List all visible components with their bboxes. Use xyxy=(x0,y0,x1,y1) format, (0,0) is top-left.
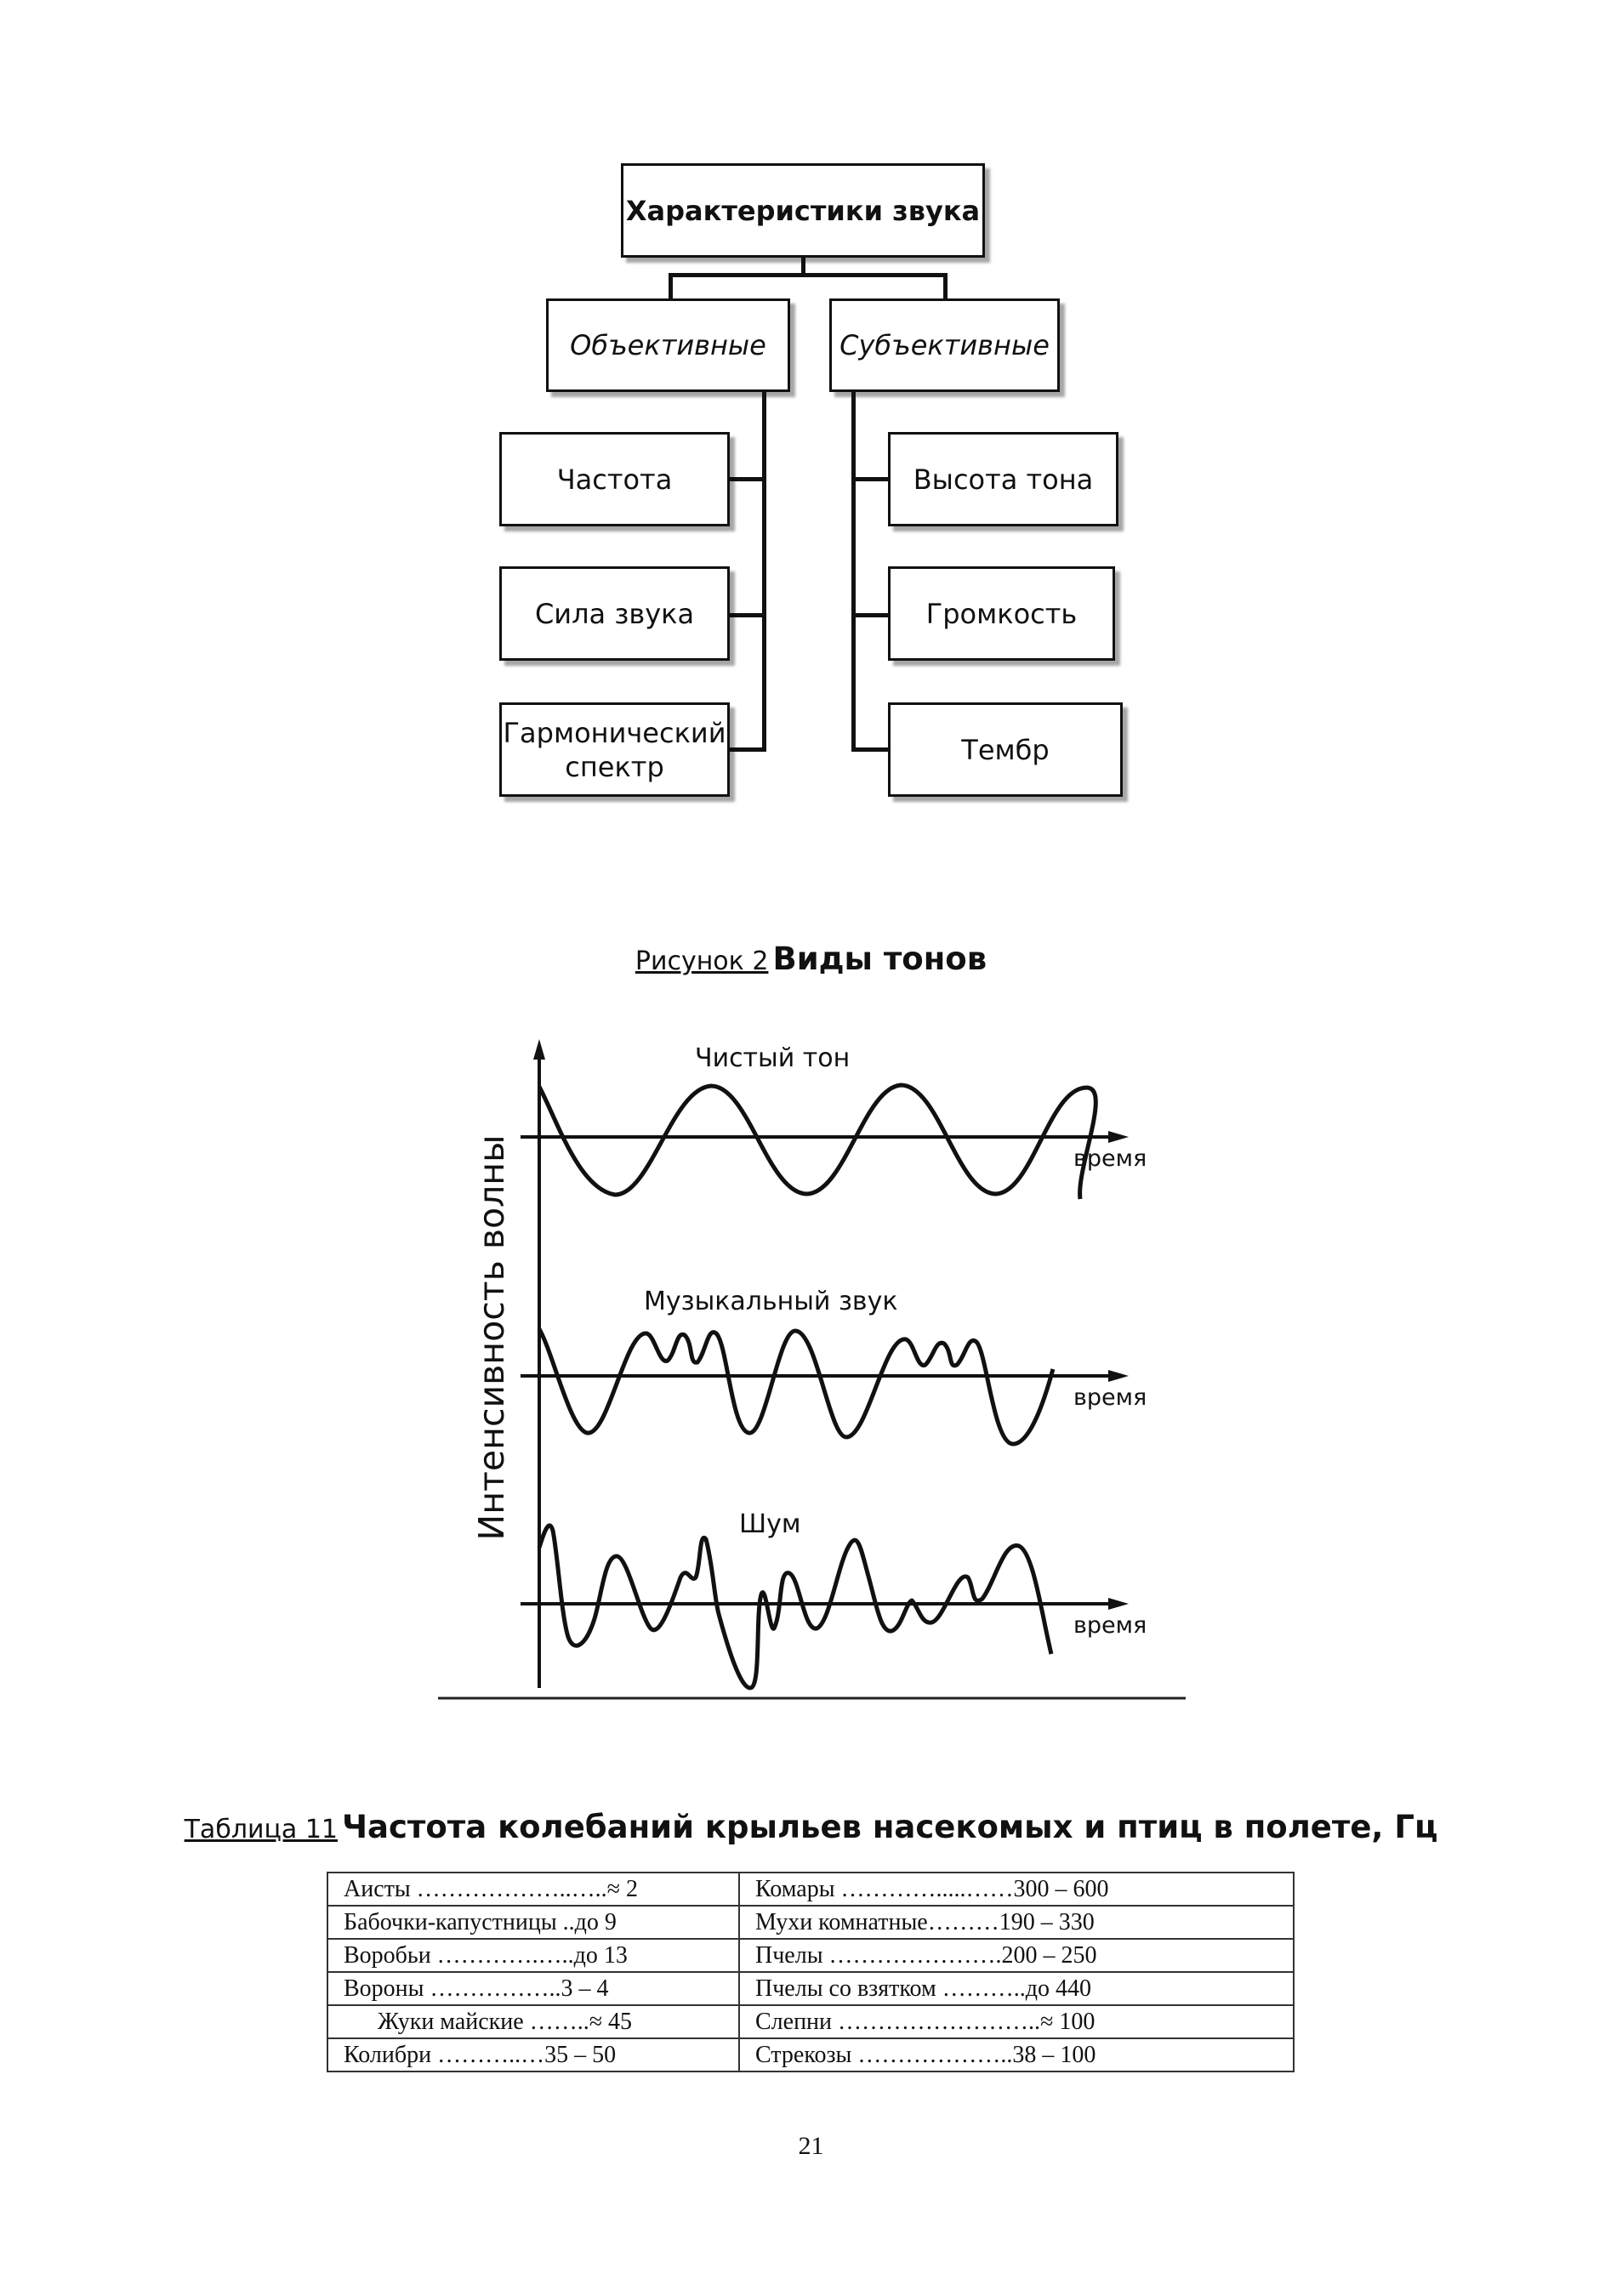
diagram-item-timbre: Тембр xyxy=(888,702,1123,797)
diagram-item-frequency: Частота xyxy=(499,432,730,526)
wave-noise xyxy=(539,1526,1051,1688)
x-axis-label: время xyxy=(1073,1612,1147,1639)
table-row xyxy=(327,1972,1294,2005)
table-title: Частота колебаний крыльев насекомых и птиц в полете, Гц xyxy=(342,1809,1438,1845)
wave-label-musical-sound: Музыкальный звук xyxy=(644,1287,898,1316)
wave-musical-sound xyxy=(539,1329,1053,1444)
diagram-item-sound-strength: Сила звука xyxy=(499,566,730,661)
diagram-item-pitch: Высота тона xyxy=(888,432,1118,526)
table-cell: Жуки майские ……..≈ 45 xyxy=(327,2005,739,2038)
wing-frequency-table xyxy=(327,1872,1295,2072)
time-axis-arrow xyxy=(1108,1598,1129,1610)
time-axis-arrow xyxy=(1108,1131,1129,1143)
table-cell: Бабочки-капустницы ..до 9 xyxy=(327,1906,739,1939)
x-axis-label: время xyxy=(1073,1145,1147,1172)
table-row xyxy=(327,1906,1294,1939)
diagram-root-box: Характеристики звука xyxy=(621,163,985,258)
table-cell: Слепни ……………………..≈ 100 xyxy=(739,2005,1294,2038)
table-cell: Вороны ……………..3 – 4 xyxy=(327,1972,739,2005)
y-axis-label: Интенсивность волны xyxy=(471,1134,512,1541)
table-cell: Стрекозы ………………..38 – 100 xyxy=(739,2038,1294,2072)
wave-label-pure-tone: Чистый тон xyxy=(695,1043,851,1073)
table-row xyxy=(327,2038,1294,2072)
diagram-subjective-box: Субъективные xyxy=(829,298,1060,392)
time-axis-arrow xyxy=(1108,1370,1129,1382)
y-axis-arrow xyxy=(533,1039,545,1060)
table-cell: Аисты ………………..…..≈ 2 xyxy=(327,1873,739,1906)
table-cell: Колибри ………..…35 – 50 xyxy=(327,2038,739,2072)
x-axis-label: время xyxy=(1073,1384,1147,1411)
table-cell: Комары ………….....……300 – 600 xyxy=(739,1873,1294,1906)
figure-title: Виды тонов xyxy=(772,941,987,977)
table-caption xyxy=(0,1809,1622,1845)
diagram-objective-box: Объективные xyxy=(546,298,790,392)
table-cell: Воробьи ………….…..до 13 xyxy=(327,1939,739,1972)
page-number: 21 xyxy=(798,2132,824,2160)
diagram-item-harmonic-spectrum: Гармонический спектр xyxy=(499,702,730,797)
table-row xyxy=(327,1873,1294,1906)
table-cell: Пчелы ………………….200 – 250 xyxy=(739,1939,1294,1972)
diagram-item-loudness: Громкость xyxy=(888,566,1115,661)
table-cell: Мухи комнатные………190 – 330 xyxy=(739,1906,1294,1939)
table-row xyxy=(327,1939,1294,1972)
wave-label-noise: Шум xyxy=(739,1509,801,1539)
table-cell: Пчелы со взятком ………..до 440 xyxy=(739,1972,1294,2005)
wave-pure-tone xyxy=(539,1085,1096,1199)
table-label: Таблица 11 xyxy=(184,1815,339,1844)
table-row xyxy=(327,2005,1294,2038)
figure-label: Рисунок 2 xyxy=(635,946,769,976)
